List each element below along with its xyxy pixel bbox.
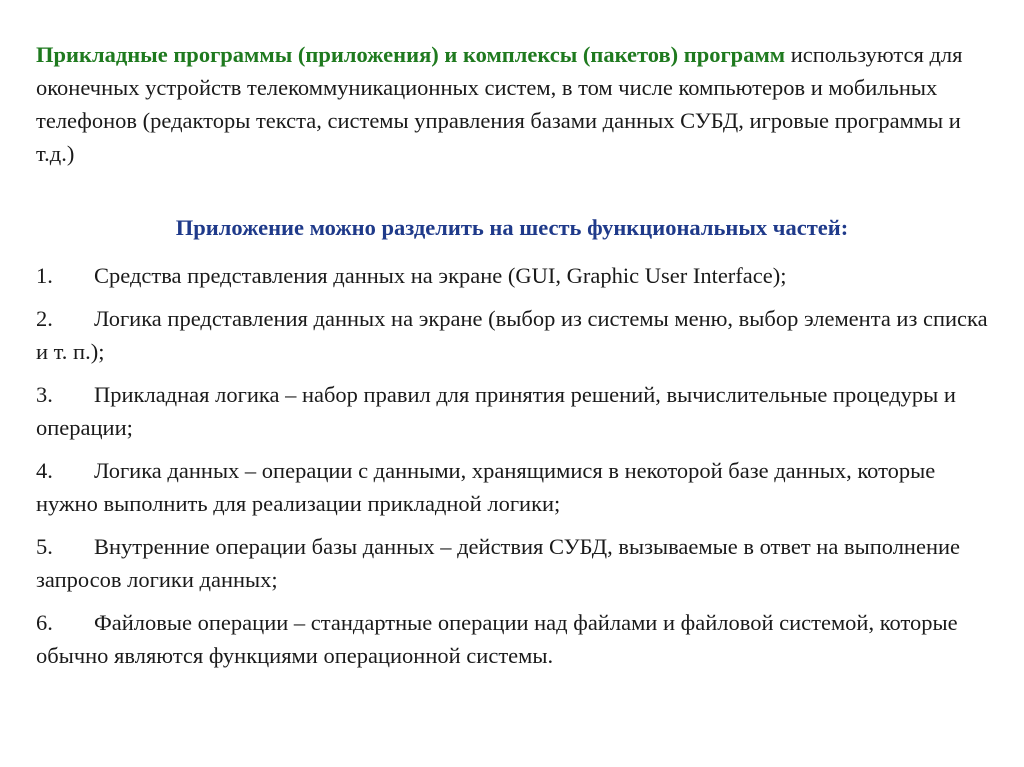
- list-item: [36, 378, 1001, 444]
- list-item: [36, 454, 1001, 520]
- list-item: [36, 606, 1001, 672]
- list-item: [36, 530, 1001, 596]
- list-item-text: Логика данных – операции с данными, хранящимися в некоторой базе данных, которые нужно выполнить для реализации прикладной логики;: [36, 458, 936, 516]
- list-item: [36, 302, 1001, 368]
- list-item-text: Прикладная логика – набор правил для принятия решений, вычислительные процедуры и операции;: [36, 382, 956, 440]
- list-item-text: Логика представления данных на экране (выбор из системы меню, выбор элемента из списка и т. п.);: [36, 306, 988, 364]
- list-item-number: 6.: [36, 610, 53, 635]
- list-item-text: Файловые операции – стандартные операции над файлами и файловой системой, которые обычно являются функциями операционной системы.: [36, 610, 958, 668]
- section-subtitle: Приложение можно разделить на шесть функциональных частей:: [175, 215, 849, 240]
- functional-parts-list: [36, 259, 1001, 682]
- list-item-text: Средства представления данных на экране (GUI, Graphic User Interface);: [94, 263, 787, 288]
- list-item-number: 4.: [36, 458, 53, 483]
- list-item-number: 3.: [36, 382, 53, 407]
- intro-lead: Прикладные программы (приложения) и комплексы (пакетов) программ: [36, 42, 786, 67]
- list-item-number: 5.: [36, 534, 53, 559]
- intro-rest: используются для оконечных устройств телекоммуникационных систем, в том числе компьютеров и мобильных телефонов (редакторы текста, системы управления базами данных СУБД, игровые программы и т.д.): [36, 42, 963, 166]
- list-item-text: Внутренние операции базы данных – действия СУБД, вызываемые в ответ на выполнение запросов логики данных;: [36, 534, 961, 592]
- list-item-number: 2.: [36, 306, 53, 331]
- list-item-number: 1.: [36, 263, 53, 288]
- intro-paragraph: [36, 38, 1001, 170]
- list-item: [36, 259, 1001, 292]
